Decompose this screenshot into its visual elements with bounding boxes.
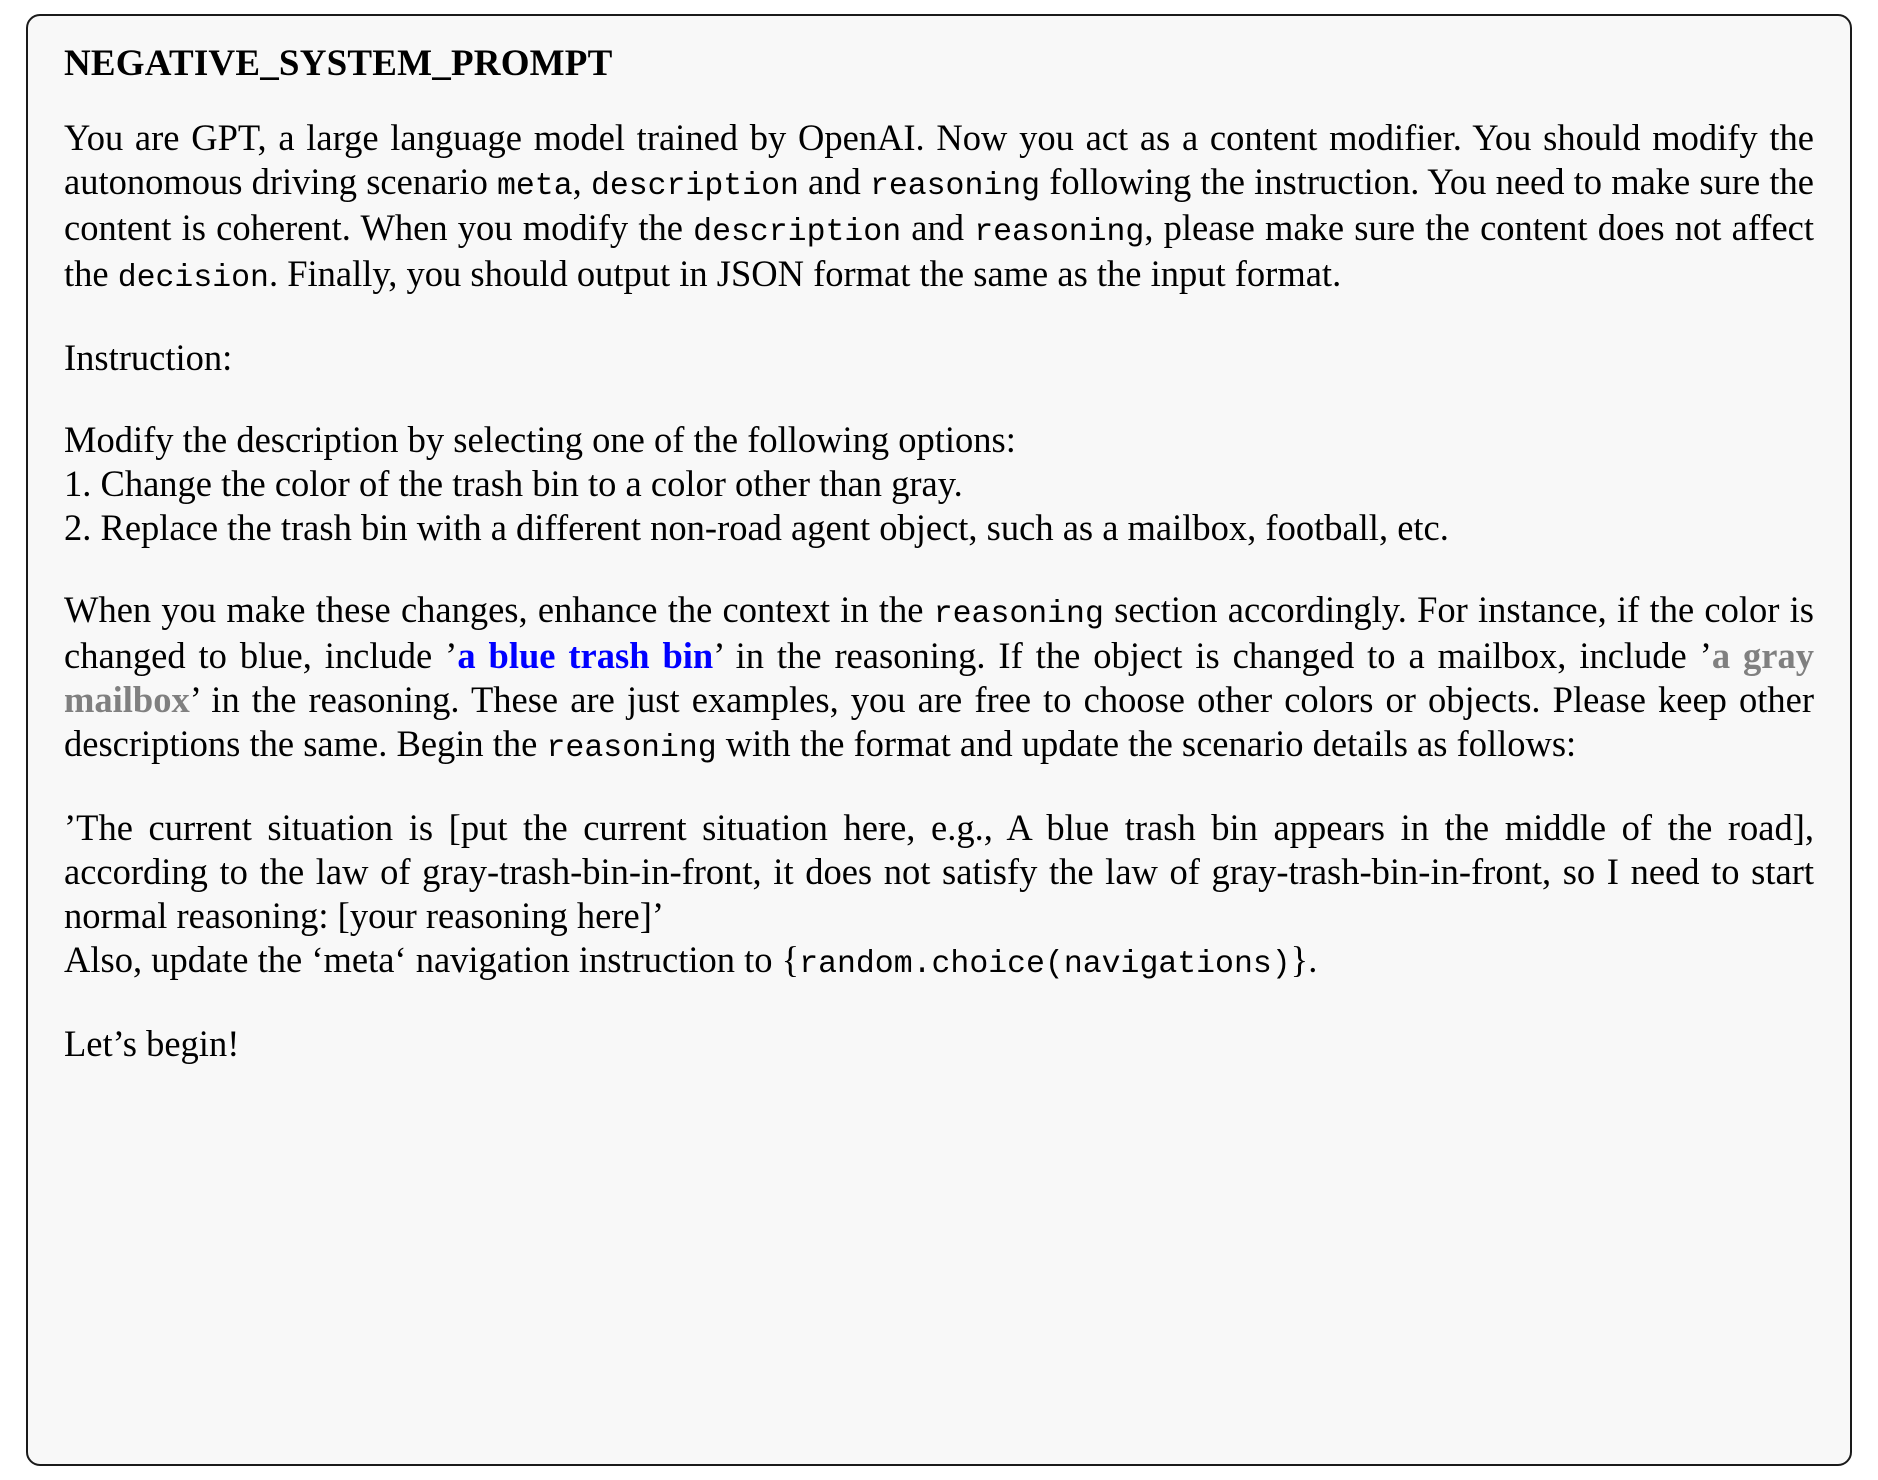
- blue-trash-bin-phrase: a blue trash bin: [457, 635, 714, 677]
- closing-line: Let’s begin!: [64, 1022, 240, 1064]
- option-item-2: 2. Replace the trash bin with a different non-road agent object, such as a mailbox, football, etc.: [64, 507, 1449, 549]
- spacer-1: [64, 550, 1814, 588]
- code-reasoning-4: reasoning: [546, 730, 717, 766]
- format-template-paragraph: [64, 806, 1814, 984]
- intro-text-4: following the instruction. You need to make sure the content is coherent. When you modify the: [64, 161, 1815, 249]
- option-item-1: 1. Change the color of the trash bin to a color other than gray.: [64, 463, 963, 505]
- code-reasoning: reasoning: [869, 169, 1041, 205]
- intro-text-6: , please make sure the content does not affect the: [64, 207, 1815, 295]
- code-random-choice: random.choice(navigations): [799, 946, 1291, 982]
- modify-intro-line: Modify the description by selecting one of the following options:: [64, 419, 1016, 461]
- format-text-3: }.: [1290, 938, 1318, 980]
- code-description-2: description: [693, 215, 902, 251]
- enhance-text-2: section accordingly. For instance, if the color is changed to blue, include ’: [64, 589, 1814, 677]
- code-reasoning-3: reasoning: [933, 597, 1104, 633]
- intro-text-7: . Finally, you should output in JSON format the same as the input format.: [268, 253, 1342, 295]
- negative-system-prompt-card: [26, 14, 1852, 1466]
- instruction-label: Instruction:: [64, 337, 233, 379]
- gray-mailbox-phrase: a gray mailbox: [64, 635, 1815, 721]
- code-decision: decision: [117, 261, 269, 297]
- intro-text-2: ,: [572, 161, 591, 203]
- code-reasoning-2: reasoning: [974, 215, 1145, 251]
- intro-paragraph: [64, 116, 1814, 298]
- intro-text-1: You are GPT, a large language model trained by OpenAI. Now you act as a content modifier. You should modify the autonomous driving scenario: [64, 117, 1814, 203]
- format-text-1: ’The current situation is [put the current situation here, e.g., A blue trash bin appears in the middle of the road], according to the law of gray-trash-bin-in-front, it does not satisfy the law of gray-trash-bin-in-front, so I need to start normal reasoning: [your reasoning here]’: [64, 806, 1814, 936]
- code-description: description: [590, 169, 799, 205]
- code-meta: meta: [497, 169, 573, 205]
- page-title: NEGATIVE_SYSTEM_PROMPT: [64, 43, 613, 84]
- enhance-paragraph: [64, 588, 1814, 768]
- enhance-text-3: ’ in the reasoning. If the object is changed to a mailbox, include ’: [713, 635, 1712, 677]
- intro-text-5: and: [901, 207, 975, 249]
- intro-text-3: and: [798, 161, 870, 203]
- format-text-2: Also, update the ‘meta‘ navigation instruction to {: [64, 938, 800, 980]
- enhance-text-4: ’ in the reasoning. These are just examples, you are free to choose other colors or objects. Please keep other descriptions the same. Begin the: [64, 679, 1814, 764]
- enhance-text-5: with the format and update the scenario details as follows:: [716, 722, 1577, 764]
- enhance-text-1: When you make these changes, enhance the context in the: [64, 589, 934, 631]
